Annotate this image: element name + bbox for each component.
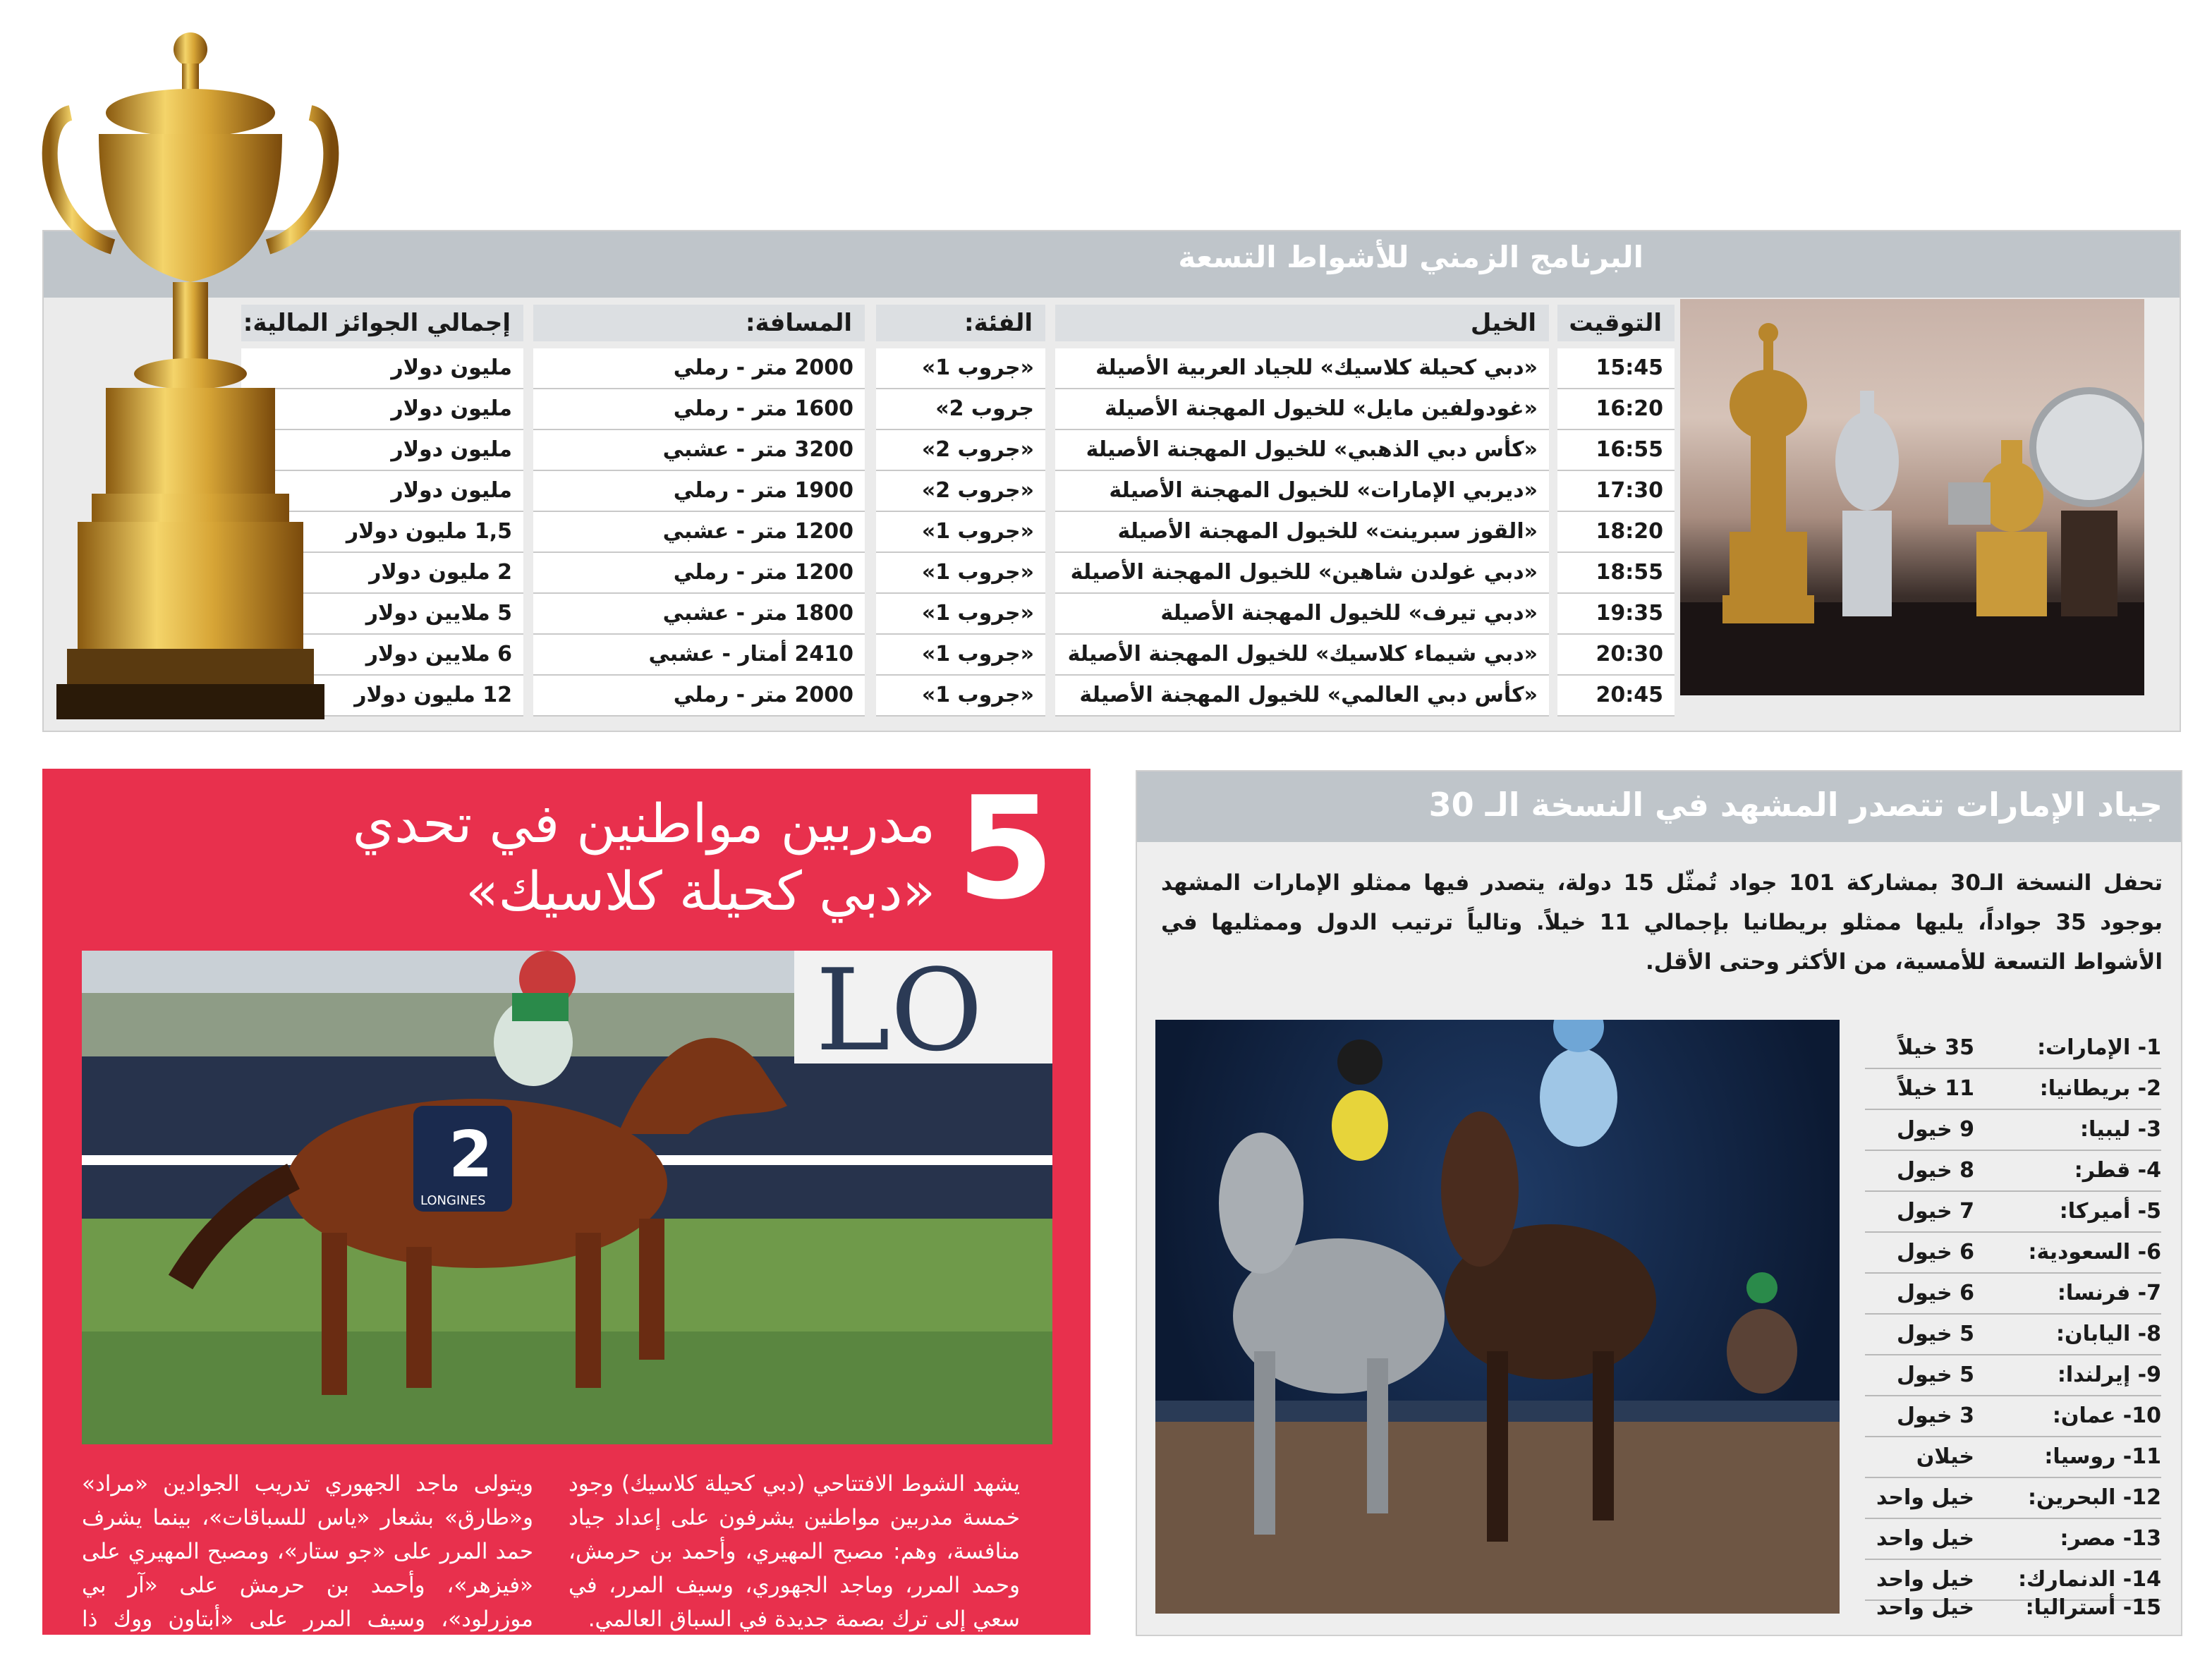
header-prize: إجمالي الجوائز المالية: (241, 305, 523, 341)
country-name: 5- أميركا: (2059, 1199, 2161, 1224)
list-item (1865, 1150, 2161, 1192)
trainers-paragraph-left: ويتولى ماجد الجهوري تدريب الجوادين «مراد» و«طارق» بشعار «ياس للسباقات»، بينما يشرف حمد المرر على «جو ستار»، ومصبح المهيري على «فيزهر»، وأحمد بن حرمش على «آر بي موزرلود»، وسيف المرر على «أبتاون ووك ذا لاين». (82, 1471, 533, 1666)
header-distance: المسافة: (533, 305, 865, 341)
country-name: 8- اليابان: (2056, 1322, 2161, 1346)
row-prize: 1,5 مليون دولار (241, 512, 523, 553)
saddle-number: 2 (449, 1118, 493, 1192)
row-time: 20:30 (1557, 635, 1675, 676)
country-count: 6 خيول (1896, 1240, 1974, 1264)
row-time: 17:30 (1557, 471, 1675, 512)
row-grade: جروب 2» (876, 389, 1045, 430)
country-count: 7 خيول (1896, 1199, 1974, 1224)
trainers-paragraph-right: يشهد الشوط الافتتاحي (دبي كحيلة كلاسيك) وجود خمسة مدربين مواطنين يشرفون على إعداد جياد منافسة، وهم: مصبح المهيري، وأحمد بن حرمش، وحمد المرر، وماجد الجهوري، وسيف المرر، في سعي إلى ترك بصمة جديدة في السباق العالمي. (569, 1471, 1020, 1632)
row-grade: «جروب 1» (876, 635, 1045, 676)
schedule-header-bar (44, 231, 2180, 298)
country-name: 7- فرنسا: (2057, 1281, 2161, 1305)
country-count: 35 خيلاً (1897, 1035, 1974, 1060)
country-name: 11- روسيا: (2044, 1444, 2161, 1469)
night-race-illustration (1155, 1020, 1840, 1614)
row-race: «دبي كحيلة كلاسيك» للجياد العربية الأصيلة (1055, 348, 1549, 389)
countries-intro: تحفل النسخة الـ30 بمشاركة 101 جواد تُمثّل 15 دولة، يتصدر فيها ممثلو الإمارات المشهد بوجود 35 جواداً، يليها ممثلو بريطانيا بإجمالي 11 خيلاً. وتالياً ترتيب الدول وممثليها في الأشواط التسعة للأمسية، من الأكثر وحتى الأقل. (1161, 870, 2163, 975)
list-item (1865, 1518, 2161, 1560)
row-time: 19:35 (1557, 594, 1675, 635)
gold-trophy-image (28, 14, 353, 733)
row-grade: «جروب 1» (876, 348, 1045, 389)
row-grade: «جروب 1» (876, 676, 1045, 717)
country-count: 5 خيول (1896, 1322, 1974, 1346)
header-race: الخيل (1055, 305, 1549, 341)
list-item (1865, 1190, 2161, 1233)
row-distance: 3200 متر - عشبي (533, 430, 865, 471)
row-distance: 1200 متر - عشبي (533, 512, 865, 553)
country-count: خيل واحد (1876, 1485, 1974, 1510)
list-item (1865, 1068, 2161, 1110)
list-item (1865, 1436, 2161, 1478)
country-name: 12- البحرين: (2028, 1485, 2161, 1510)
row-race: «كأس دبي العالمي» للخيول المهجنة الأصيلة (1055, 676, 1549, 717)
row-race: «غودولفين مايل» للخيول المهجنة الأصيلة (1055, 389, 1549, 430)
row-race: «القوز سبرينت» للخيول المهجنة الأصيلة (1055, 512, 1549, 553)
trainers-panel (42, 767, 1090, 1666)
header-time: التوقيت (1557, 305, 1675, 341)
row-prize: مليون دولار (241, 389, 523, 430)
country-name: 6- السعودية: (2028, 1240, 2161, 1264)
trophies-illustration (1680, 299, 2144, 695)
country-name: 13- مصر: (2060, 1526, 2161, 1551)
country-count: خيل واحد (1876, 1567, 1974, 1592)
row-prize: 12 مليون دولار (241, 676, 523, 717)
schedule-panel (42, 230, 2181, 732)
row-distance: 1600 متر - رملي (533, 389, 865, 430)
country-name: 14- الدنمارك: (2018, 1567, 2161, 1592)
row-race: «دبي غولدن شاهين» للخيول المهجنة الأصيلة (1055, 553, 1549, 594)
row-distance: 2000 متر - رملي (533, 676, 865, 717)
row-distance: 2000 متر - رملي (533, 348, 865, 389)
country-name: 3- ليبيا: (2079, 1117, 2161, 1142)
country-name: 4- قطر: (2074, 1158, 2161, 1183)
row-prize: 5 ملايين دولار (241, 594, 523, 635)
list-item (1865, 1354, 2161, 1396)
trainers-title-line2: «دبي كحيلة كلاسيك» (466, 860, 935, 922)
row-time: 16:20 (1557, 389, 1675, 430)
list-item (1865, 1395, 2161, 1437)
trainers-number: 5 (956, 767, 1055, 931)
schedule-title: البرنامج الزمني للأشواط التسعة (1178, 240, 1643, 274)
country-count: خيل واحد (1876, 1526, 1974, 1551)
row-prize: مليون دولار (241, 430, 523, 471)
arabian-horse-photo (82, 951, 1052, 1444)
list-item (1865, 1313, 2161, 1355)
row-prize: 2 مليون دولار (241, 553, 523, 594)
row-race: «ديربي الإمارات» للخيول المهجنة الأصيلة (1055, 471, 1549, 512)
list-item (1865, 1109, 2161, 1151)
row-grade: «جروب 1» (876, 553, 1045, 594)
row-time: 16:55 (1557, 430, 1675, 471)
row-race: «كأس دبي الذهبي» للخيول المهجنة الأصيلة (1055, 430, 1549, 471)
saddle-brand: LONGINES (420, 1193, 486, 1208)
country-count: 3 خيول (1896, 1403, 1974, 1428)
list-item (1865, 1027, 2161, 1069)
country-count: خيلان (1916, 1444, 1974, 1469)
row-distance: 1800 متر - عشبي (533, 594, 865, 635)
list-item (1865, 1272, 2161, 1315)
row-time: 18:55 (1557, 553, 1675, 594)
row-time: 18:20 (1557, 512, 1675, 553)
list-item (1865, 1591, 2161, 1632)
row-distance: 1900 متر - رملي (533, 471, 865, 512)
country-name: 2- بريطانيا: (2039, 1076, 2161, 1101)
list-item (1865, 1477, 2161, 1519)
country-name: 10- عمان: (2052, 1403, 2161, 1428)
trainers-title-line1: مدربين مواطنين في تحدي (352, 792, 935, 855)
row-grade: «جروب 2» (876, 471, 1045, 512)
header-grade: الفئة: (876, 305, 1045, 341)
longines-logo-text: LO (815, 951, 983, 1076)
list-item (1865, 1231, 2161, 1274)
row-race: «دبي تيرف» للخيول المهجنة الأصيلة (1055, 594, 1549, 635)
row-time: 20:45 (1557, 676, 1675, 717)
country-name: 9- إيرلندا: (2057, 1363, 2161, 1387)
row-time: 15:45 (1557, 348, 1675, 389)
row-grade: «جروب 1» (876, 512, 1045, 553)
country-name: 15- أستراليا: (2025, 1595, 2161, 1620)
row-prize: مليون دولار (241, 471, 523, 512)
row-distance: 1200 متر - رملي (533, 553, 865, 594)
country-count: 5 خيول (1896, 1363, 1974, 1387)
night-race-photo (1155, 1020, 1840, 1614)
row-race: «دبي شيماء كلاسيك» للخيول المهجنة الأصيلة (1055, 635, 1549, 676)
row-grade: «جروب 2» (876, 430, 1045, 471)
country-count: 9 خيول (1896, 1117, 1974, 1142)
countries-panel (1136, 770, 2182, 1636)
countries-title: جياد الإمارات تتصدر المشهد في النسخة الـ 30 (1428, 786, 2163, 824)
country-count: 11 خيلاً (1897, 1076, 1974, 1101)
country-count: خيل واحد (1876, 1595, 1974, 1620)
row-prize: مليون دولار (241, 348, 523, 389)
row-grade: «جروب 1» (876, 594, 1045, 635)
row-distance: 2410 أمتار - عشبي (533, 635, 865, 676)
country-count: 8 خيول (1896, 1158, 1974, 1183)
row-prize: 6 ملايين دولار (241, 635, 523, 676)
trophies-photo (1680, 299, 2144, 695)
country-name: 1- الإمارات: (2037, 1035, 2161, 1060)
country-count: 6 خيول (1896, 1281, 1974, 1305)
trainers-title (353, 790, 935, 925)
horse-illustration (82, 951, 1052, 1444)
